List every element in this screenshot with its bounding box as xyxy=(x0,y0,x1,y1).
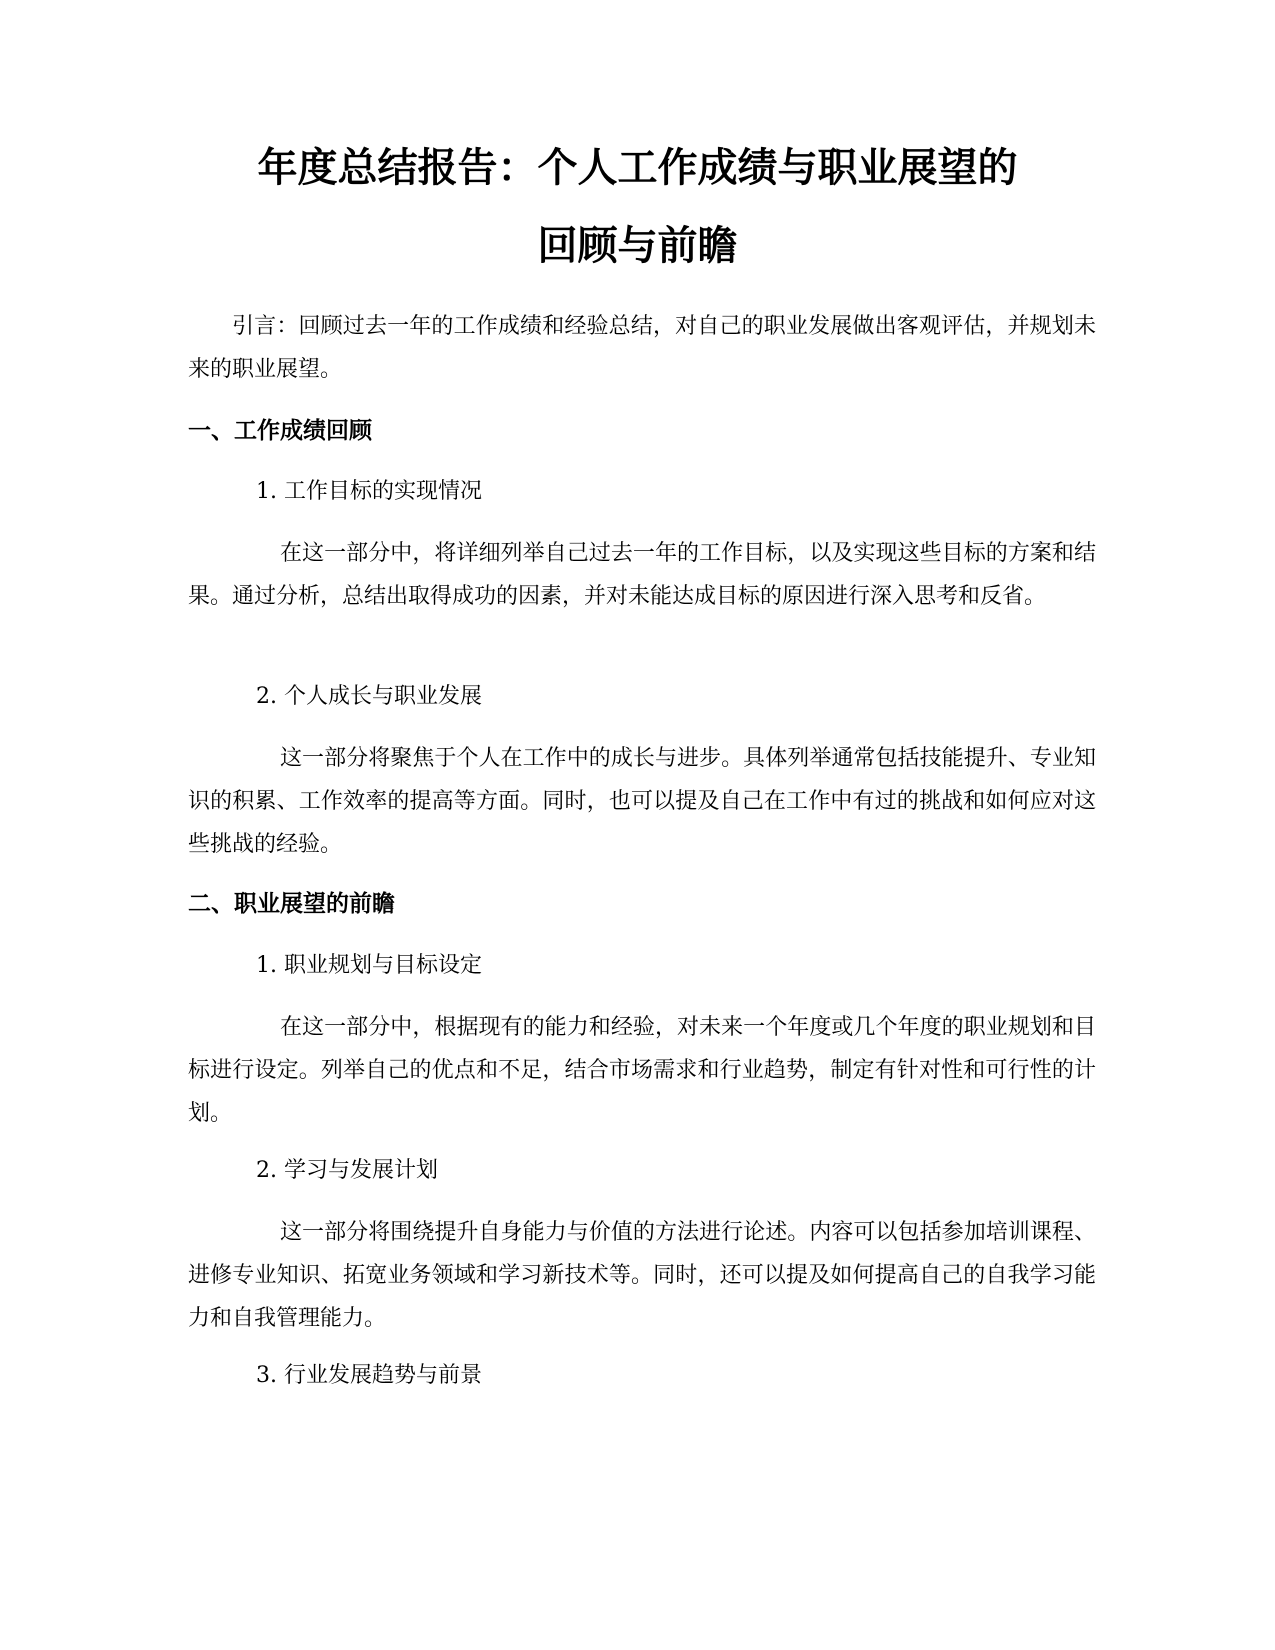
document-title-line-2: 回顾与前瞻 xyxy=(537,223,738,269)
subsection-heading-1-1: 1. 工作目标的实现情况 xyxy=(256,479,482,504)
subsection-heading-1-2: 2. 个人成长与职业发展 xyxy=(256,684,482,709)
section-heading-2: 二、职业展望的前瞻 xyxy=(188,891,395,917)
section-heading-1: 一、工作成绩回顾 xyxy=(188,418,372,444)
intro-paragraph: 引言：回顾过去一年的工作成绩和经验总结，对自己的职业发展做出客观评估，并规划未来的职业展望。 xyxy=(188,314,1096,382)
section-body-1-1: 在这一部分中，将详细列举自己过去一年的工作目标，以及实现这些目标的方案和结果。通过分析，总结出取得成功的因素，并对未能达成目标的原因进行深入思考和反省。 xyxy=(188,541,1096,609)
section-body-1-2: 这一部分将聚焦于个人在工作中的成长与进步。具体列举通常包括技能提升、专业知识的积累、工作效率的提高等方面。同时，也可以提及自己在工作中有过的挑战和如何应对这些挑战的经验。 xyxy=(188,746,1096,857)
section-body-2-1: 在这一部分中，根据现有的能力和经验，对未来一个年度或几个年度的职业规划和目标进行设定。列举自己的优点和不足，结合市场需求和行业趋势，制定有针对性和可行性的计划。 xyxy=(188,1015,1096,1126)
subsection-heading-2-2: 2. 学习与发展计划 xyxy=(256,1158,438,1183)
subsection-heading-2-1: 1. 职业规划与目标设定 xyxy=(256,953,482,978)
subsection-heading-2-3: 3. 行业发展趋势与前景 xyxy=(256,1363,482,1388)
section-body-2-2: 这一部分将围绕提升自身能力与价值的方法进行论述。内容可以包括参加培训课程、进修专业知识、拓宽业务领域和学习新技术等。同时，还可以提及如何提高自己的自我学习能力和自我管理能力。 xyxy=(188,1220,1096,1331)
document-title-line-1: 年度总结报告：个人工作成绩与职业展望的 xyxy=(257,145,1018,191)
